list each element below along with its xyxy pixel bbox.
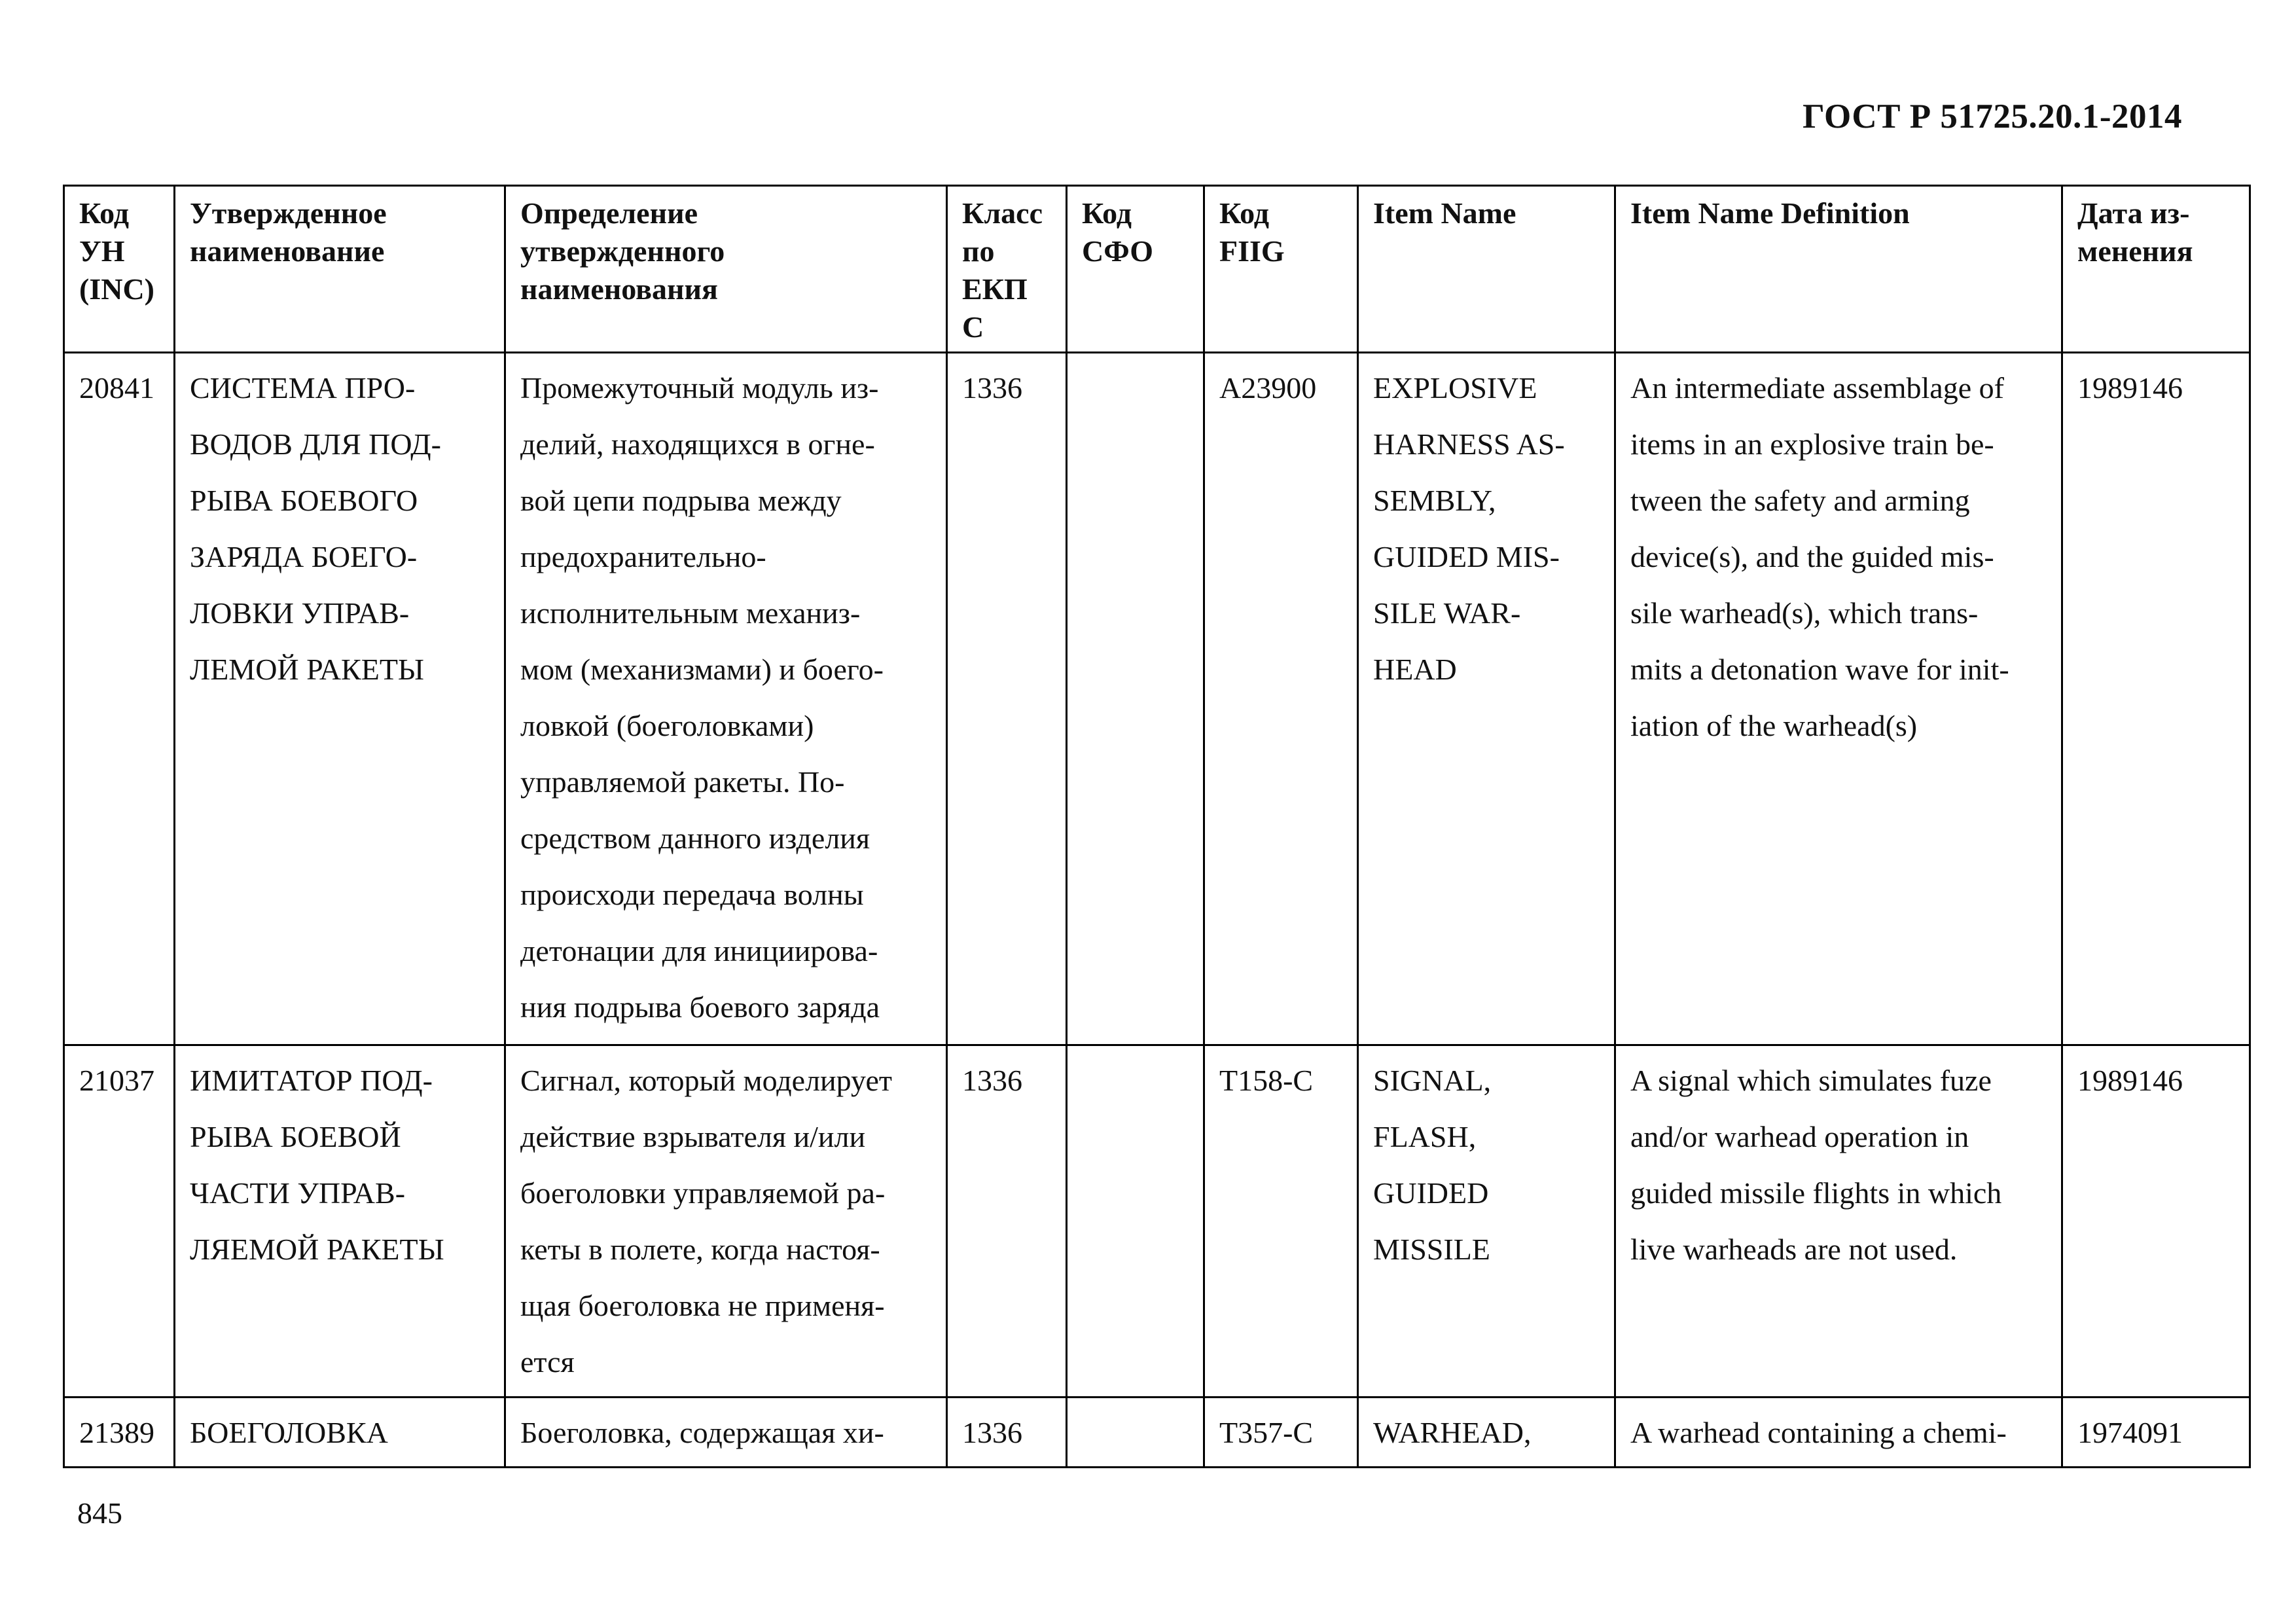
cell-change-date: 1974091 — [2062, 1398, 2250, 1468]
cell-item-name-definition: An intermediate assemblage of items in an explosive train be- tween the safety and arming device(s), and the guided mis- sile warhead(s), which trans- mits a detonation wave for init- iation of the warhead(s) — [1615, 353, 2062, 1045]
cell-fiig-code: T357-C — [1204, 1398, 1358, 1468]
cell-class: 1336 — [947, 1398, 1067, 1468]
cell-definition: Промежуточный модуль из- делий, находящихся в огне- вой цепи подрыва между предохранительно- исполнительным механиз- мом (механизмами) и боего- ловкой (боеголовками) управляемой ракеты. По- средством данного изделия происходи передача волны детонации для инициирова- ния подрыва боевого заряда — [505, 353, 947, 1045]
inc-definitions-table — [63, 185, 2251, 1468]
column-header-class: Класс по ЕКП С — [947, 186, 1067, 353]
column-header-approved-name: Утвержденное наименование — [175, 186, 505, 353]
column-header-definition: Определение утвержденного наименования — [505, 186, 947, 353]
table-row — [64, 353, 2250, 1045]
column-header-inc-code: Код УН (INC) — [64, 186, 175, 353]
cell-inc-code: 21389 — [64, 1398, 175, 1468]
cell-definition: Боеголовка, содержащая хи- — [505, 1398, 947, 1468]
cell-fiig-code: T158-C — [1204, 1045, 1358, 1398]
column-header-item-name-definition: Item Name Definition — [1615, 186, 2062, 353]
column-header-item-name: Item Name — [1358, 186, 1615, 353]
cell-fiig-code: A23900 — [1204, 353, 1358, 1045]
cell-approved-name: СИСТЕМА ПРО- ВОДОВ ДЛЯ ПОД- РЫВА БОЕВОГО ЗАРЯДА БОЕГО- ЛОВКИ УПРАВ- ЛЕМОЙ РАКЕТЫ — [175, 353, 505, 1045]
table-row — [64, 1398, 2250, 1468]
cell-change-date: 1989146 — [2062, 1045, 2250, 1398]
cell-item-name: SIGNAL, FLASH, GUIDED MISSILE — [1358, 1045, 1615, 1398]
cell-class: 1336 — [947, 353, 1067, 1045]
column-header-fiig-code: Код FIIG — [1204, 186, 1358, 353]
cell-inc-code: 20841 — [64, 353, 175, 1045]
cell-sfo-code — [1067, 353, 1204, 1045]
column-header-change-date: Дата из- менения — [2062, 186, 2250, 353]
cell-item-name: EXPLOSIVE HARNESS AS- SEMBLY, GUIDED MIS- SILE WAR- HEAD — [1358, 353, 1615, 1045]
cell-approved-name: БОЕГОЛОВКА — [175, 1398, 505, 1468]
page-number: 845 — [77, 1496, 122, 1530]
column-header-sfo-code: Код СФО — [1067, 186, 1204, 353]
cell-inc-code: 21037 — [64, 1045, 175, 1398]
cell-definition: Сигнал, который моделирует действие взрывателя и/или боеголовки управляемой ра- кеты в полете, когда настоя- щая боеголовка не применя- ется — [505, 1045, 947, 1398]
document-standard-id: ГОСТ Р 51725.20.1-2014 — [1803, 98, 2182, 135]
cell-class: 1336 — [947, 1045, 1067, 1398]
cell-sfo-code — [1067, 1045, 1204, 1398]
table-header-row — [64, 186, 2250, 353]
table-row — [64, 1045, 2250, 1398]
cell-change-date: 1989146 — [2062, 353, 2250, 1045]
cell-approved-name: ИМИТАТОР ПОД- РЫВА БОЕВОЙ ЧАСТИ УПРАВ- ЛЯЕМОЙ РАКЕТЫ — [175, 1045, 505, 1398]
cell-item-name: WARHEAD, — [1358, 1398, 1615, 1468]
cell-sfo-code — [1067, 1398, 1204, 1468]
cell-item-name-definition: A signal which simulates fuze and/or warhead operation in guided missile flights in which live warheads are not used. — [1615, 1045, 2062, 1398]
cell-item-name-definition: A warhead containing a chemi- — [1615, 1398, 2062, 1468]
